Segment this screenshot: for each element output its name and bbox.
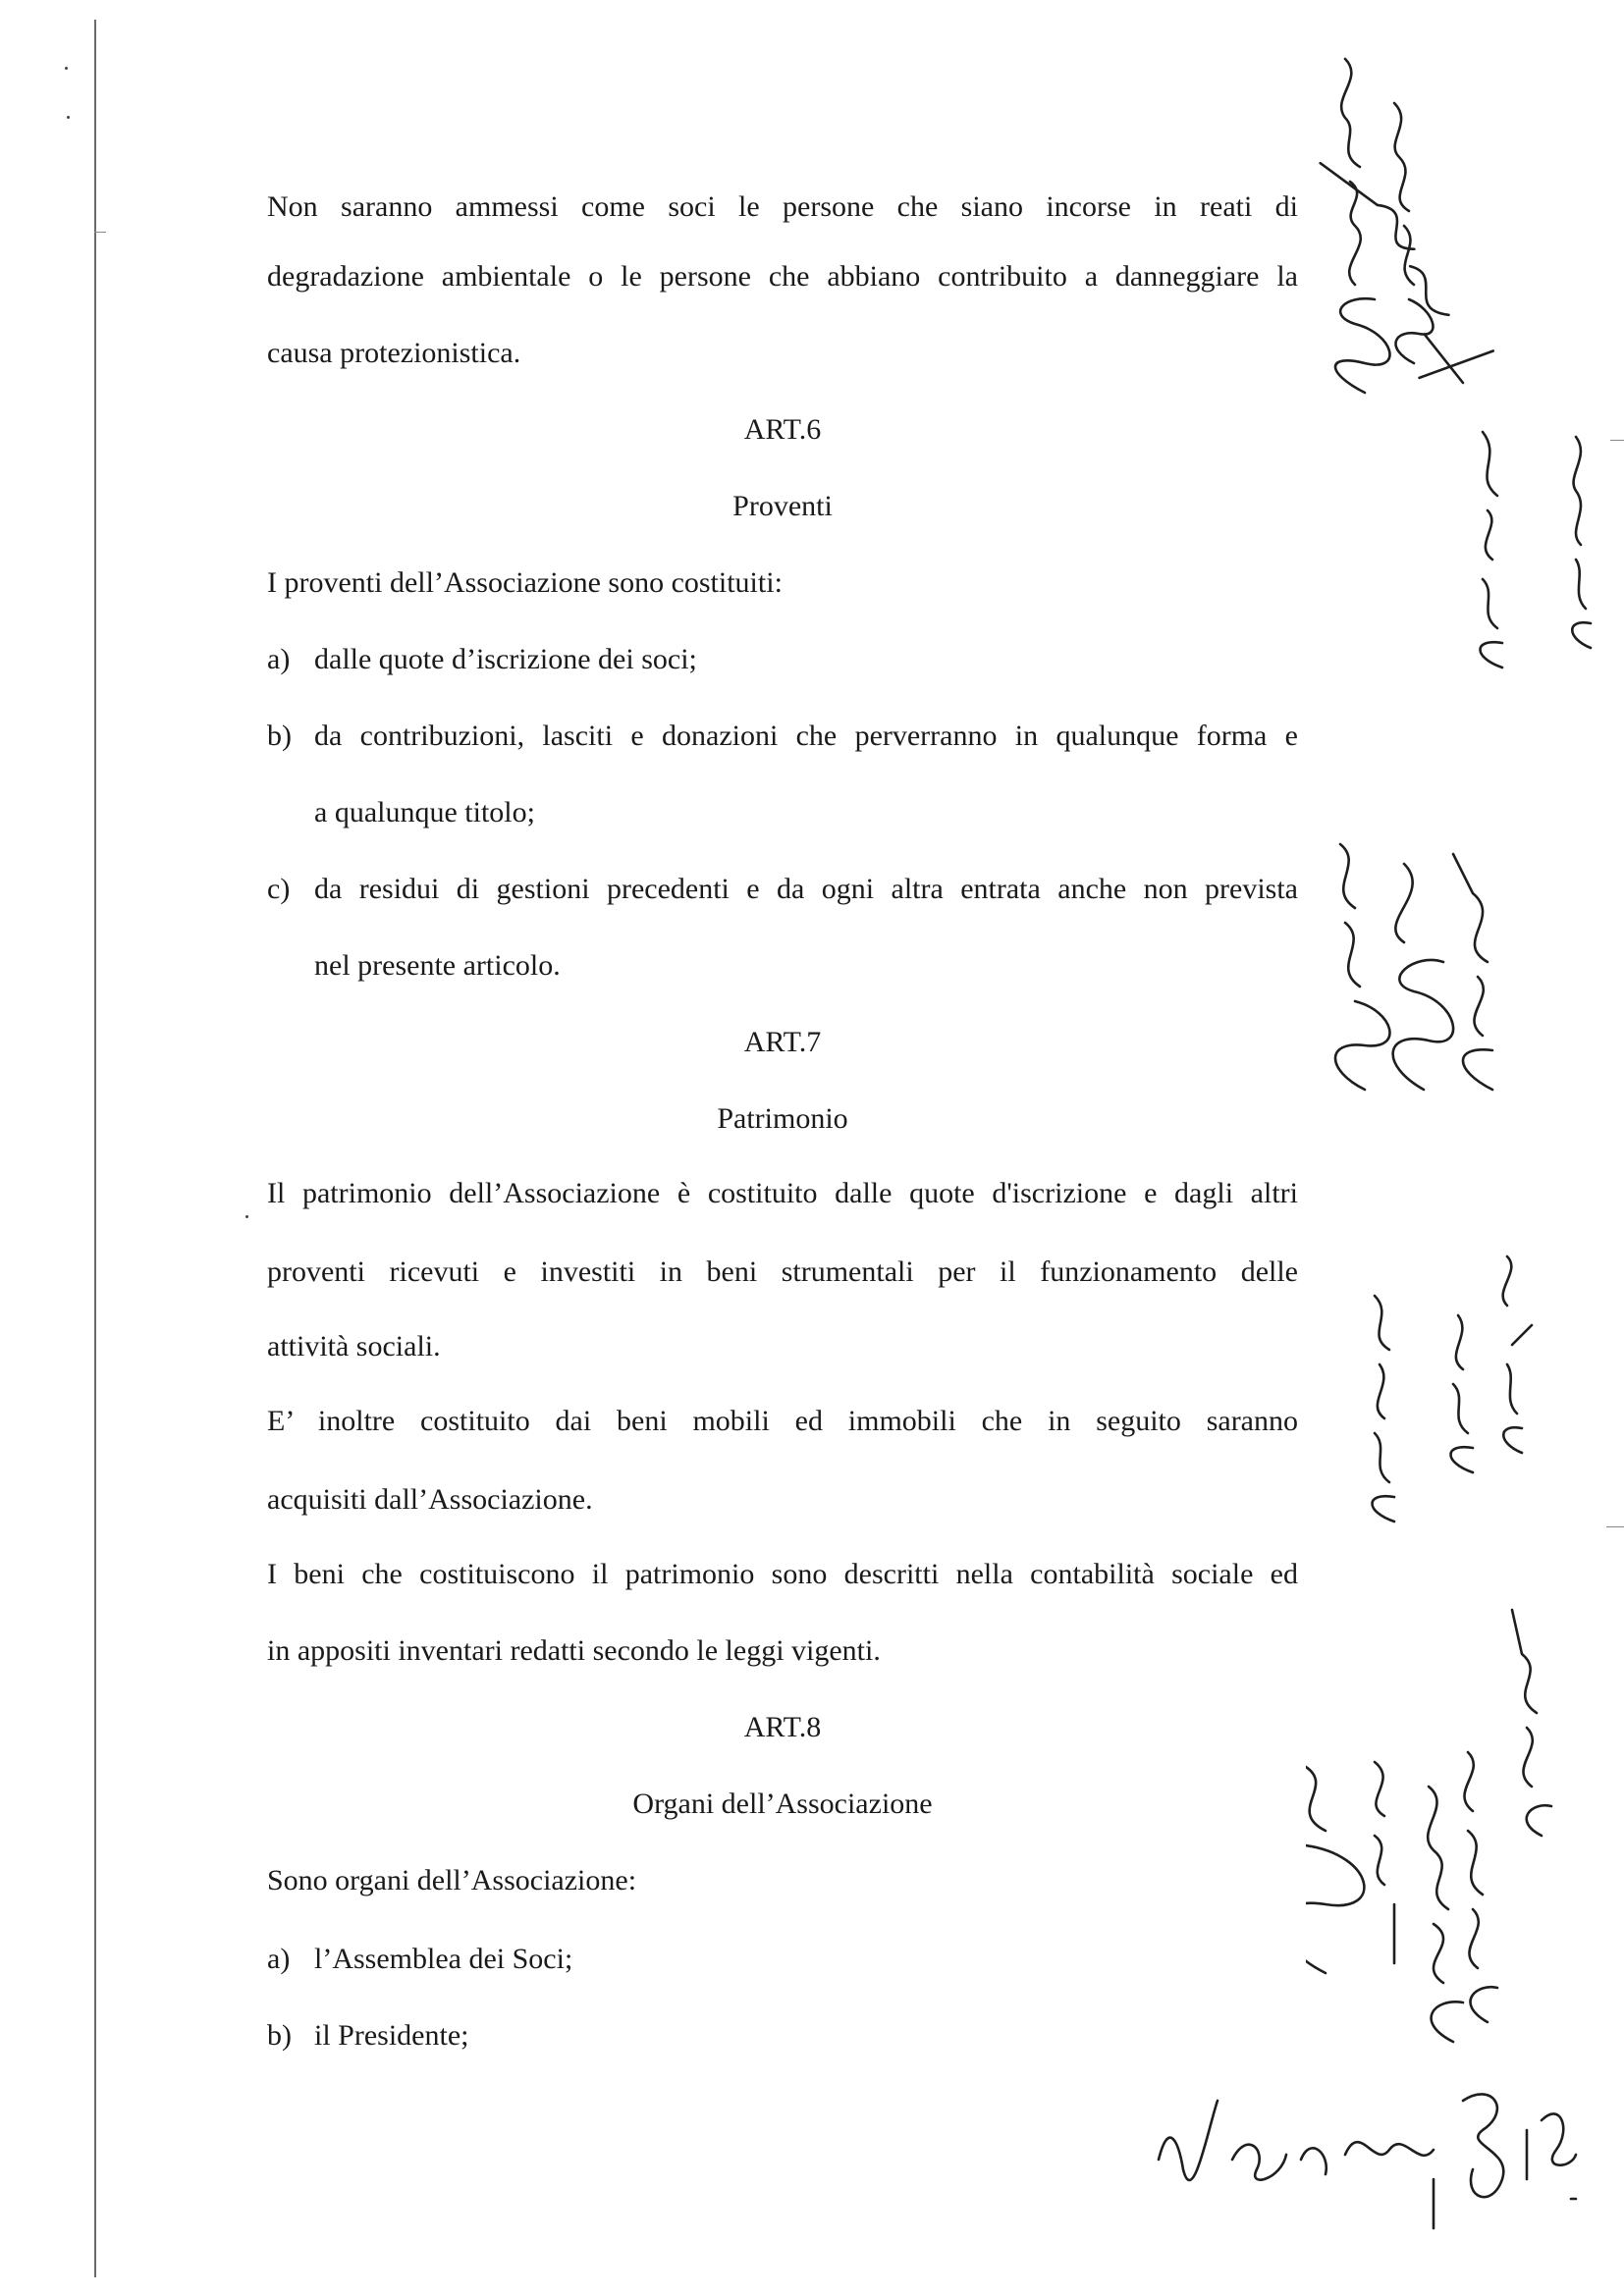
article-6-title: Proventi	[732, 490, 833, 522]
scan-edge-mark	[1610, 440, 1624, 441]
scan-speck	[67, 116, 70, 119]
article-7-line: in appositi inventari redatti secondo le leggi vigenti.	[267, 1634, 881, 1667]
signature-mark	[1373, 1296, 1395, 1522]
article-7-number: ART.7	[743, 1026, 822, 1058]
intro-line: causa protezionistica.	[267, 337, 521, 369]
article-6-number: ART.6	[743, 413, 822, 446]
list-item-marker: b)	[267, 2019, 292, 2052]
article-8-title: Organi dell’Associazione	[632, 1788, 933, 1820]
article-8-lead: Sono organi dell’Associazione:	[267, 1864, 637, 1896]
article-7-line: proventi ricevuti e investiti in beni strumentali per il funzionamento delle	[267, 1255, 1298, 1288]
list-item-marker: c)	[267, 873, 291, 905]
signature-mark	[1453, 854, 1492, 1090]
binding-margin-line	[94, 20, 96, 2277]
article-7-line: E’ inoltre costituito dai beni mobili ed immobili che in seguito saranno	[267, 1405, 1298, 1437]
list-item-text: l’Assemblea dei Soci;	[314, 1943, 573, 1975]
signature-mark	[1335, 844, 1389, 1090]
list-item-marker: a)	[267, 1943, 291, 1975]
signature-mark	[1512, 1610, 1551, 1836]
signature-mark	[1503, 1256, 1532, 1453]
signature-mark	[1572, 437, 1591, 648]
scan-edge-mark	[94, 232, 106, 233]
article-6-lead: I proventi dell’Associazione sono costituiti:	[267, 566, 783, 599]
signature-mark	[1393, 864, 1453, 1090]
signature-mark	[1394, 103, 1433, 363]
list-item-text: il Presidente;	[314, 2019, 469, 2052]
article-7-line: I beni che costituiscono il patrimonio sono descritti nella contabilità sociale ed	[267, 1558, 1298, 1590]
article-7-line: Il patrimonio dell’Associazione è costituito dalle quote d'iscrizione e dagli altri	[267, 1177, 1298, 1209]
intro-line: degradazione ambientale o le persone che abbiano contribuito a danneggiare la	[267, 260, 1298, 293]
list-item-marker: b)	[267, 720, 292, 752]
signature-mark	[1321, 130, 1500, 403]
list-item-marker: a)	[267, 643, 291, 675]
list-item-text: dalle quote d’iscrizione dei soci;	[314, 643, 697, 675]
list-item-text: a qualunque titolo;	[314, 796, 535, 828]
scan-speck	[245, 1215, 248, 1218]
scan-edge-mark	[1606, 1526, 1624, 1527]
article-7-title: Patrimonio	[717, 1102, 848, 1135]
handwritten-signatures	[1306, 0, 1624, 2296]
signature-mark	[1428, 1787, 1463, 2042]
signature-bottom	[1139, 2061, 1581, 2238]
list-item-text: da residui di gestioni precedenti e da ogni altra entrata anche non prevista	[314, 873, 1298, 905]
list-item-text: da contribuzioni, lasciti e donazioni che perverranno in qualunque forma e	[314, 720, 1298, 752]
signature-mark	[1451, 1315, 1474, 1472]
article-8-number: ART.8	[743, 1711, 822, 1743]
scan-speck	[65, 67, 68, 70]
intro-line: Non saranno ammessi come soci le persone che siano incorse in reati di	[267, 190, 1298, 223]
signature-mark	[1481, 432, 1503, 667]
signature-mark	[1306, 1767, 1364, 1973]
signature-mark	[1375, 1762, 1394, 1963]
signature-mark	[1335, 59, 1389, 393]
list-item-text: nel presente articolo.	[314, 949, 561, 982]
article-7-line: attività sociali.	[267, 1330, 441, 1362]
article-7-line: acquisiti dall’Associazione.	[267, 1483, 593, 1516]
signature-mark	[1464, 1752, 1497, 2022]
